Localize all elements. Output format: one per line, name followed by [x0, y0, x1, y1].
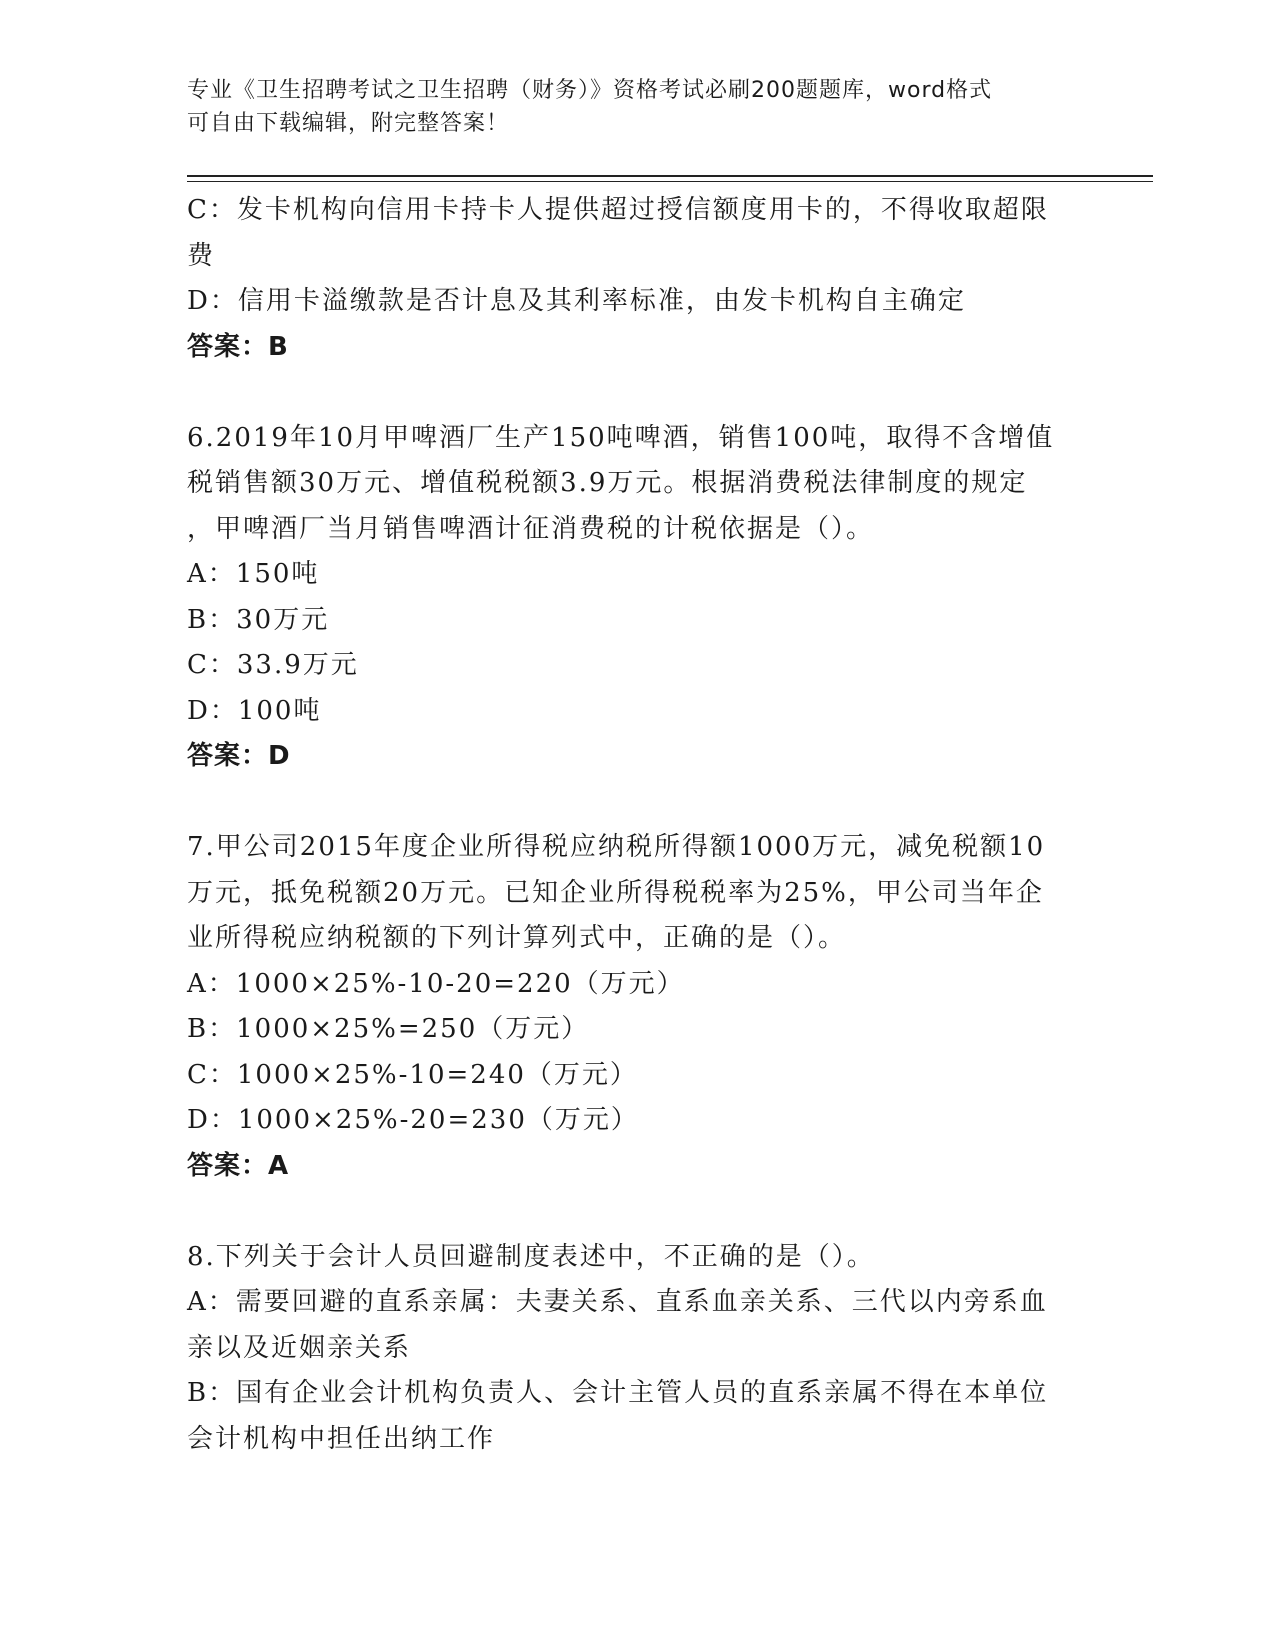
- option-d: D：100吨: [187, 695, 322, 726]
- answer: 答案：B: [187, 331, 289, 362]
- option-b-line-2: 会计机构中担任出纳工作: [187, 1423, 496, 1454]
- document-body: [187, 188, 1087, 1462]
- question-stem-line-2: 万元，抵免税额20万元。已知企业所得税税率为25%，甲公司当年企: [187, 877, 1044, 908]
- question-6: [187, 416, 1087, 780]
- answer: 答案：A: [187, 1150, 290, 1181]
- spacer: [187, 370, 1087, 416]
- header-line-2: 可自由下载编辑，附完整答案！: [187, 111, 510, 136]
- option-a: A：150吨: [187, 559, 320, 589]
- answer: 答案：D: [187, 741, 291, 771]
- question-stem-line-3: 业所得税应纳税额的下列计算列式中，正确的是（）。: [187, 923, 847, 953]
- question-stem-line-1: 6.2019年10月甲啤酒厂生产150吨啤酒，销售100吨，取得不含增值: [187, 422, 1055, 453]
- question-8: [187, 1235, 1087, 1463]
- option-b: B：1000×25%=250（万元）: [187, 1014, 590, 1044]
- option-d: D：信用卡溢缴款是否计息及其利率标准，由发卡机构自主确定: [187, 286, 966, 316]
- question-stem-line-2: 税销售额30万元、增值税税额3.9万元。根据消费税法律制度的规定: [187, 468, 1028, 498]
- question-stem-line-3: ，甲啤酒厂当月销售啤酒计征消费税的计税依据是（）。: [187, 513, 875, 544]
- option-a: A：1000×25%-10-20=220（万元）: [187, 968, 685, 999]
- option-a-line-2: 亲以及近姻亲关系: [187, 1332, 412, 1363]
- header-divider-thick: [187, 175, 1153, 177]
- option-b-line-1: B：国有企业会计机构负责人、会计主管人员的直系亲属不得在本单位: [187, 1378, 1049, 1408]
- option-a-line-1: A：需要回避的直系亲属：夫妻关系、直系血亲关系、三代以内旁系血: [187, 1287, 1048, 1317]
- option-b: B：30万元: [187, 604, 330, 635]
- spacer: [187, 780, 1087, 826]
- option-c-line-2: 费: [187, 240, 216, 271]
- header-divider-thin: [187, 181, 1153, 182]
- header-line-1: 专业《卫生招聘考试之卫生招聘（财务）》资格考试必刷200题题库，word格式: [187, 78, 993, 103]
- question-5-tail: [187, 188, 1087, 370]
- question-7: [187, 825, 1087, 1189]
- option-c: C：33.9万元: [187, 650, 359, 680]
- question-stem-line-1: 7.甲公司2015年度企业所得税应纳税所得额1000万元，减免税额10: [187, 832, 1046, 862]
- option-c-line-1: C：发卡机构向信用卡持卡人提供超过授信额度用卡的，不得收取超限: [187, 195, 1049, 225]
- option-c: C：1000×25%-10=240（万元）: [187, 1059, 638, 1090]
- question-stem-line-1: 8.下列关于会计人员回避制度表述中，不正确的是（）。: [187, 1241, 875, 1272]
- document-header: [187, 74, 1067, 140]
- option-d: D：1000×25%-20=230（万元）: [187, 1105, 639, 1135]
- spacer: [187, 1189, 1087, 1235]
